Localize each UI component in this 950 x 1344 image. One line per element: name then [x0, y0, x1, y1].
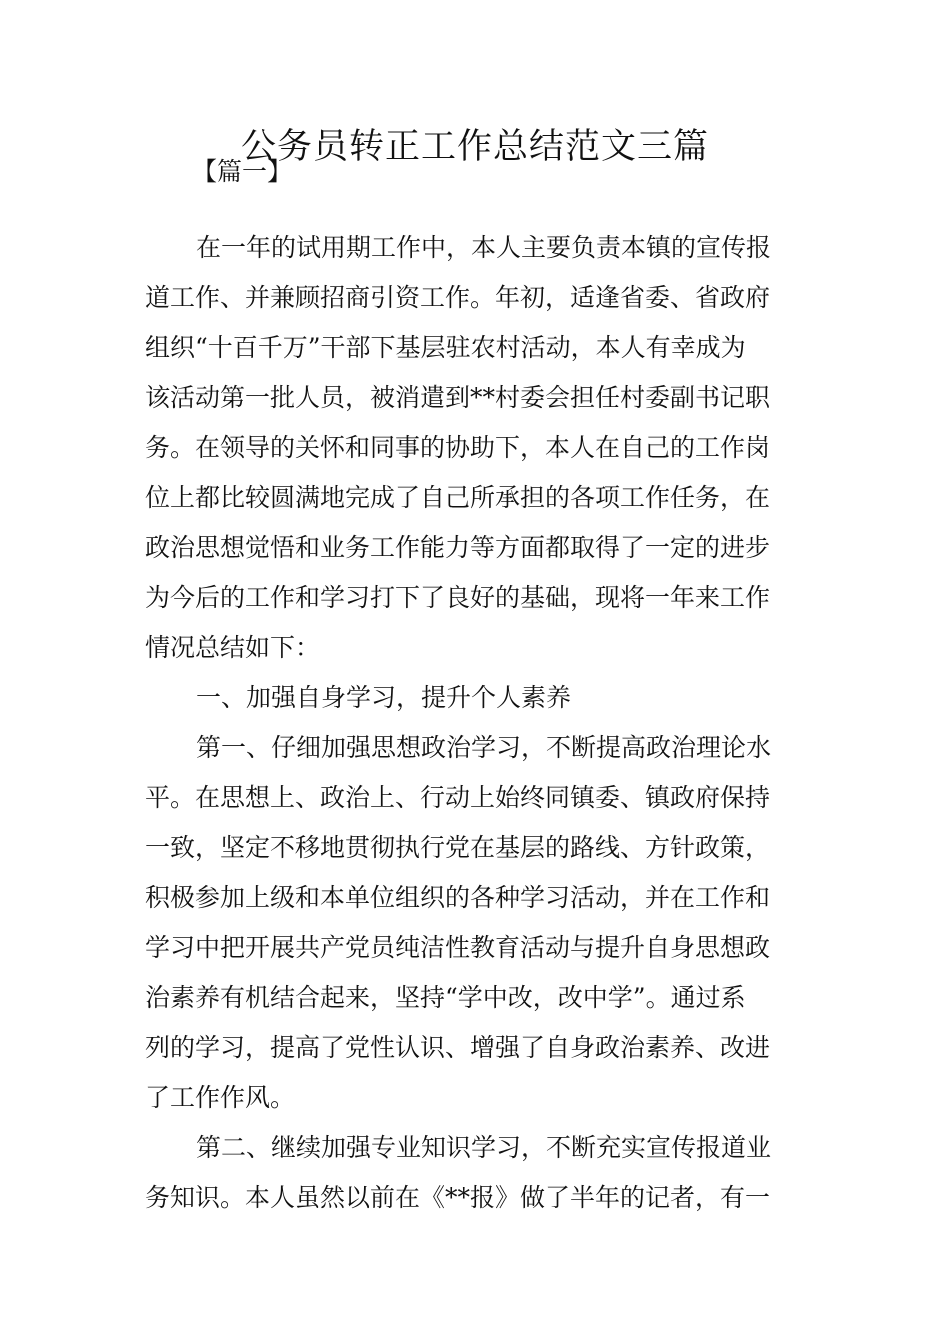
paragraph-line: 情况总结如下： — [145, 633, 321, 662]
paragraph-line: 组织“十百千万”干部下基层驻农村活动，本人有幸成为 — [145, 333, 746, 362]
section-label: 【篇一】 — [192, 157, 293, 186]
section-heading: 一、加强自身学习，提升个人素养 — [196, 683, 572, 712]
paragraph-line: 务。在领导的关怀和同事的协助下，本人在自己的工作岗 — [145, 433, 771, 462]
document-title: 公务员转正工作总结范文三篇 — [240, 127, 709, 167]
paragraph-line: 第一、仔细加强思想政治学习，不断提高政治理论水 — [196, 733, 772, 762]
paragraph-line: 治素养有机结合起来，坚持“学中改，改中学”。通过系 — [145, 983, 746, 1012]
paragraph-line: 在一年的试用期工作中，本人主要负责本镇的宣传报 — [196, 233, 772, 262]
paragraph-line: 道工作、并兼顾招商引资工作。年初，适逢省委、省政府 — [145, 283, 771, 312]
paragraph-line: 务知识。本人虽然以前在《**报》做了半年的记者，有一 — [145, 1183, 771, 1212]
paragraph-line: 了工作作风。 — [145, 1083, 296, 1112]
paragraph-line: 为今后的工作和学习打下了良好的基础，现将一年来工作 — [145, 583, 771, 612]
paragraph-line: 一致，坚定不移地贯彻执行党在基层的路线、方针政策， — [145, 833, 771, 862]
paragraph-line: 学习中把开展共产党员纯洁性教育活动与提升自身思想政 — [145, 933, 771, 962]
paragraph-line: 第二、继续加强专业知识学习，不断充实宣传报道业 — [196, 1133, 772, 1162]
paragraph-line: 位上都比较圆满地完成了自己所承担的各项工作任务，在 — [145, 483, 771, 512]
paragraph-line: 列的学习，提高了党性认识、增强了自身政治素养、改进 — [145, 1033, 771, 1062]
paragraph-line: 平。在思想上、政治上、行动上始终同镇委、镇政府保持 — [145, 783, 771, 812]
paragraph-line: 积极参加上级和本单位组织的各种学习活动，并在工作和 — [145, 883, 771, 912]
paragraph-line: 政治思想觉悟和业务工作能力等方面都取得了一定的进步 — [145, 533, 771, 562]
paragraph-line: 该活动第一批人员，被消遣到**村委会担任村委副书记职 — [145, 383, 771, 412]
